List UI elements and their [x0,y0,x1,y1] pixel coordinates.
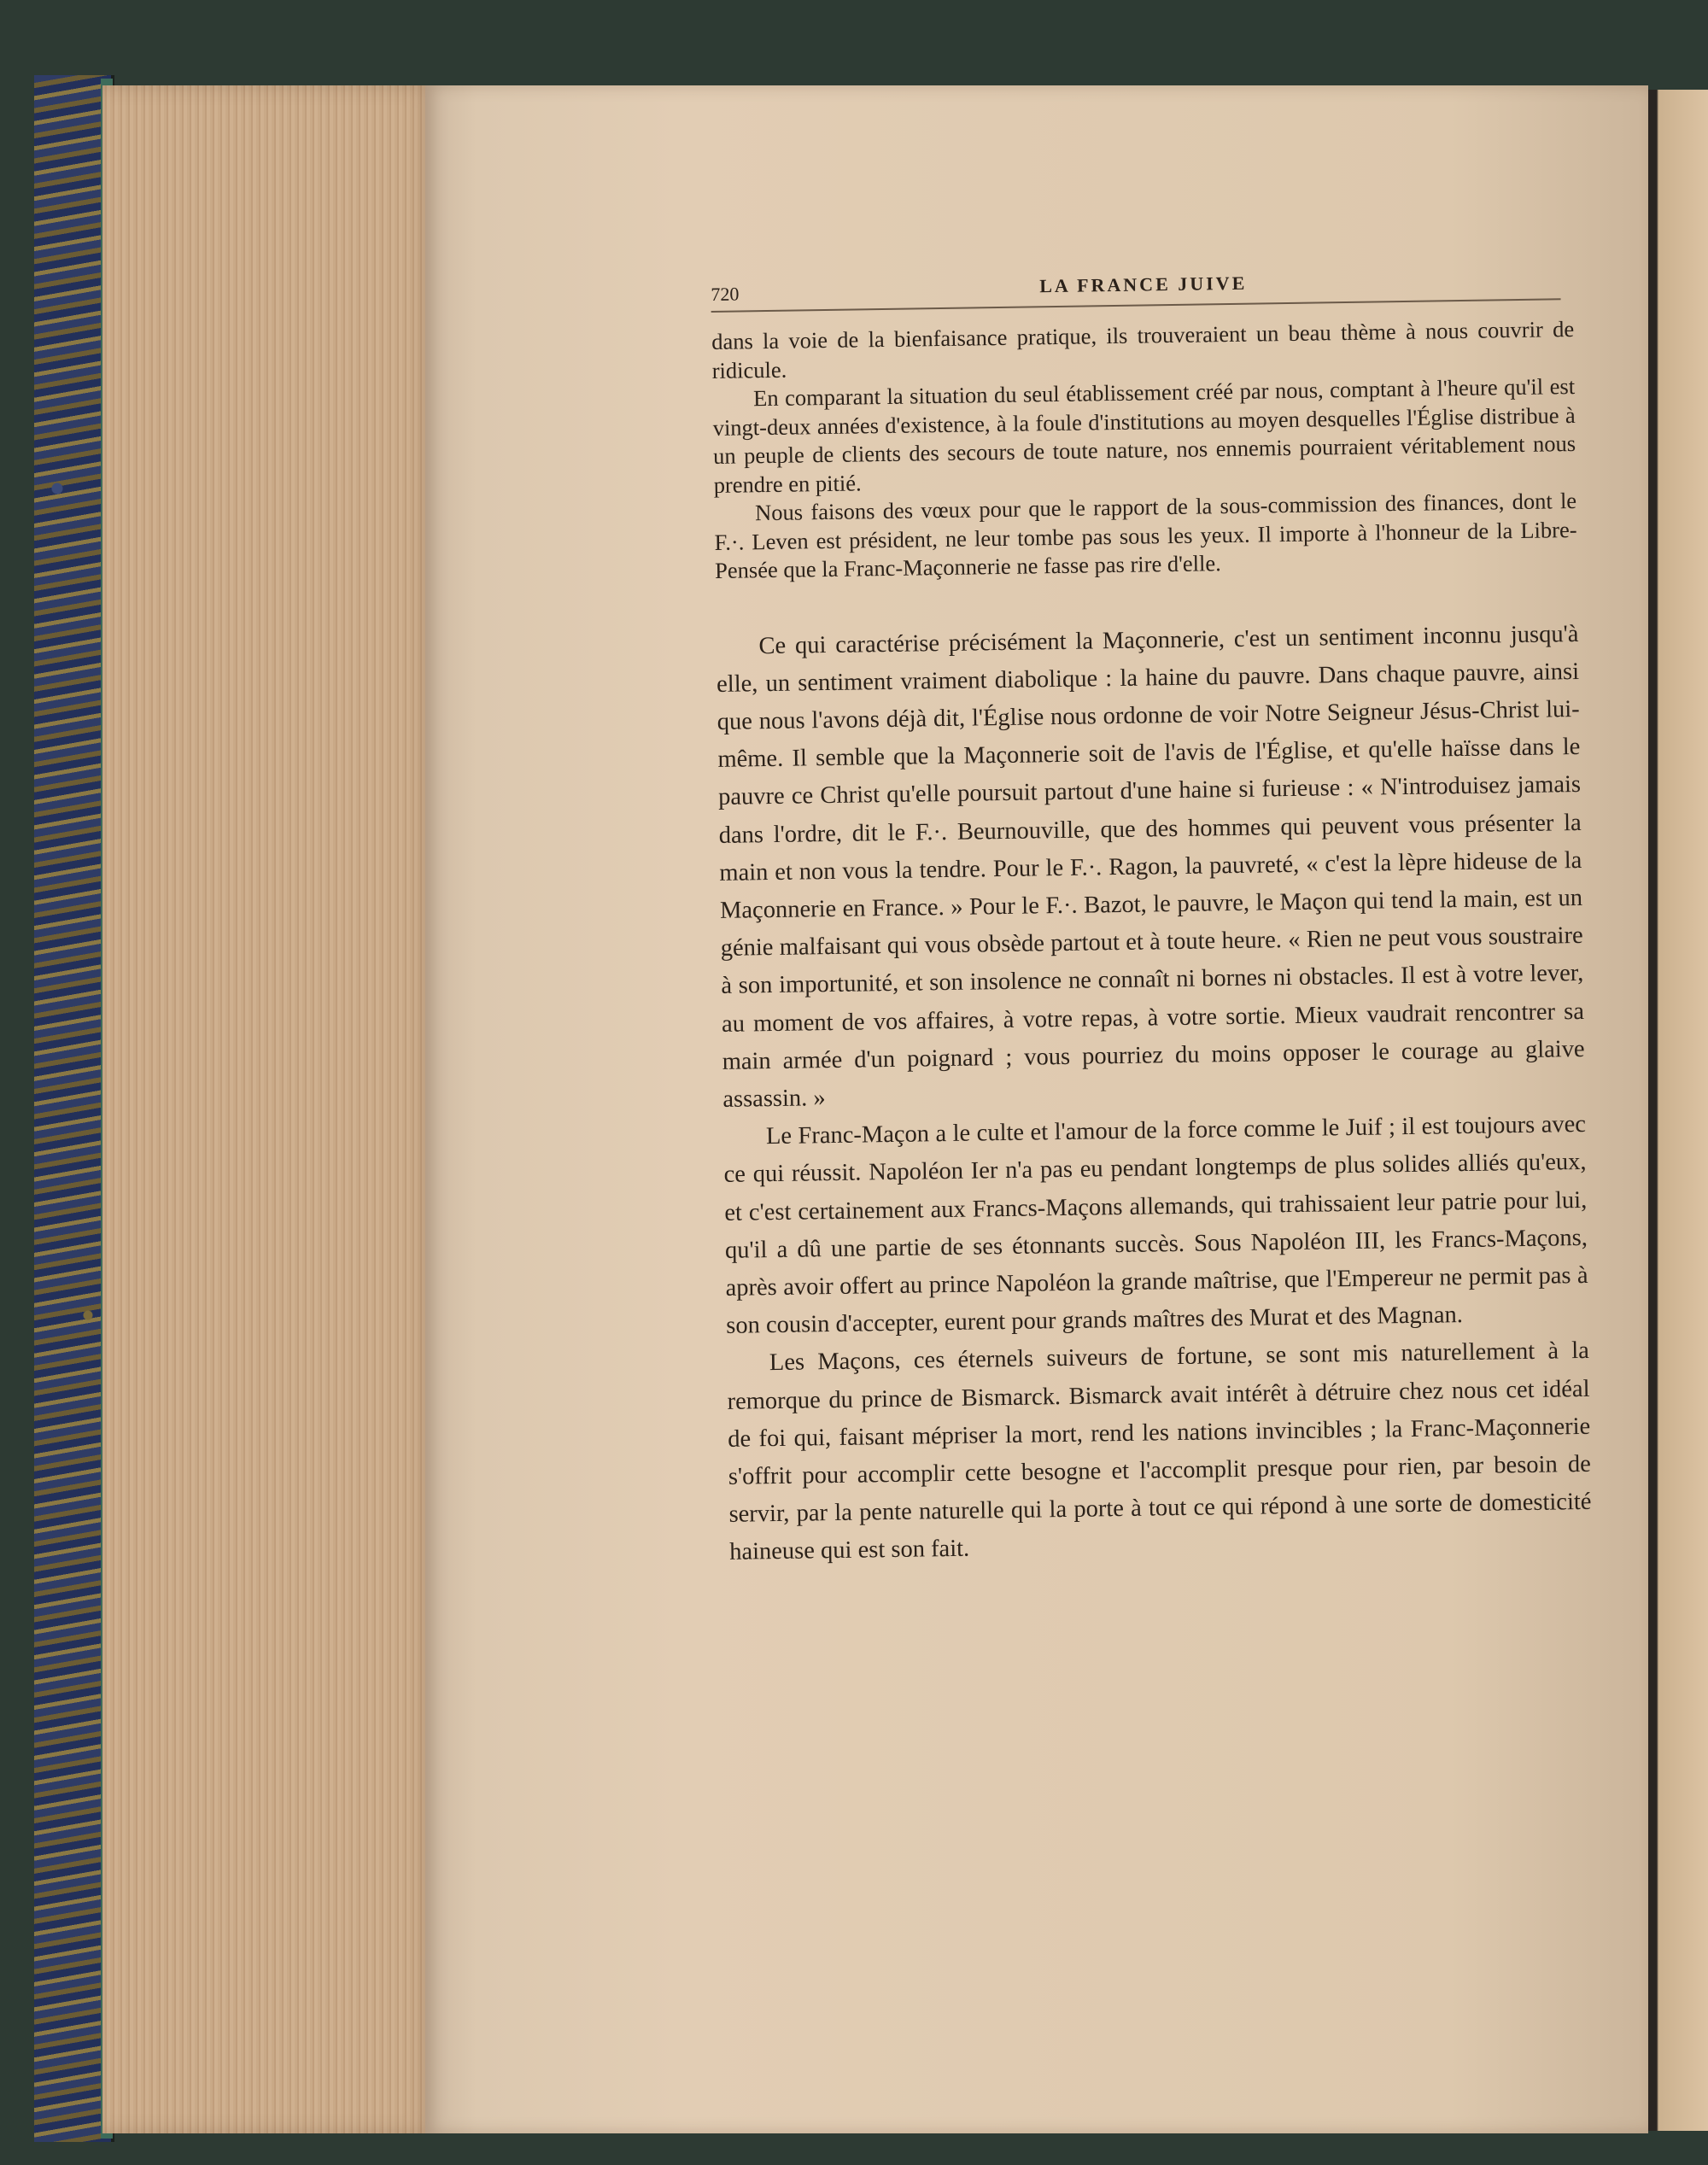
quoted-paragraph: Nous faisons des vœux pour que le rapport de la sous-commission des finances, dont le F.·. Leven est président, ne leur tombe pas sous les yeux. Il importe à l'honneur de la Libre-Pensée que la Franc-Maçonnerie ne fasse pas rire d'elle. [714,487,1577,583]
quoted-paragraph: En comparant la situation du seul établissement créé par nous, comptant à l'heure qu'il est vingt-deux années d'existence, à la foule d'institutions au moyen desquelles l'Église distribue à un peuple de clients des secours de toute nature, nos ennemis pourraient véritablement nous prendre en pitié. [712,373,1576,498]
body-paragraph: Le Franc-Maçon a le culte et l'amour de la force comme le Juif ; il est toujours avec ce qui réussit. Napoléon Ier n'a pas eu pendant longtemps de plus solides alliés qu'eux, et c'est certainement aux Francs-Maçons allemands, qui trahissaient leur patrie pour lui, qu'il a dû une partie de ses étonnants succès. Sous Napoléon III, les Francs-Maçons, après avoir offert au prince Napoléon la grande maîtrise, que l'Empereur ne permit pas à son cousin d'accepter, eurent pour grands maîtres des Murat et des Magnan. [723,1111,1588,1340]
body-paragraph: Les Maçons, ces éternels suiveurs de fortune, se sont mis naturellement à la remorque du prince de Bismarck. Bismarck avait intérêt à détruire chez nous cet idéal de foi qui, faisant mépriser la mort, rend les nations invincibles ; la Franc-Maçonnerie s'offrit pour accomplir cette besogne et l'accomplit presque pour rien, par besoin de servir, par la pente naturelle qui la porte à tout ce qui répond à une sorte de domesticité haineuse qui est son fait. [727,1337,1592,1566]
book-title: LA FRANCE JUIVE [1039,272,1248,297]
body-text [716,615,1592,1571]
page-edges [102,85,436,2133]
quoted-passage [711,315,1577,585]
body-paragraph: Ce qui caractérise précisément la Maçonnerie, c'est un sentiment inconnu jusqu'à elle, un sentiment vraiment diabolique : la haine du pauvre. Dans chaque pauvre, ainsi que nous l'avons déjà dit, l'Église nous ordonne de voir Notre Seigneur Jésus-Christ lui-même. Il semble que la Maçonnerie soit de l'avis de l'Église, et qu'elle haïsse dans le pauvre ce Christ qu'elle poursuit partout d'une haine si furieuse : « N'introduisez jamais dans l'ordre, dit le F.·. Beurnouville, que des hommes qui peuvent vous présenter la main et non vous la tendre. Pour le F.·. Ragon, la pauvreté, « c'est la lèpre hideuse de la Maçonnerie en France. » Pour le F.·. Bazot, le pauvre, le Maçon qui tend la main, est un génie malfaisant qui vous obsède partout et à toute heure. « Rien ne peut vous soustraire à son importunité, et son insolence ne connaît ni bornes ni obstacles. Il est à votre lever, au moment de vos affaires, à votre repas, à votre sortie. Mieux vaudrait rencontrer sa main armée d'un poignard ; vous pourriez du moins opposer le courage au glaive assassin. » [716,620,1585,1113]
page-number: 720 [711,283,740,305]
quoted-paragraph: dans la voie de la bienfaisance pratique, ils trouveraient un beau thème à nous couvrir de ridicule. [711,316,1575,383]
facing-page-edge [1648,90,1708,2131]
page-text [711,260,1592,1571]
